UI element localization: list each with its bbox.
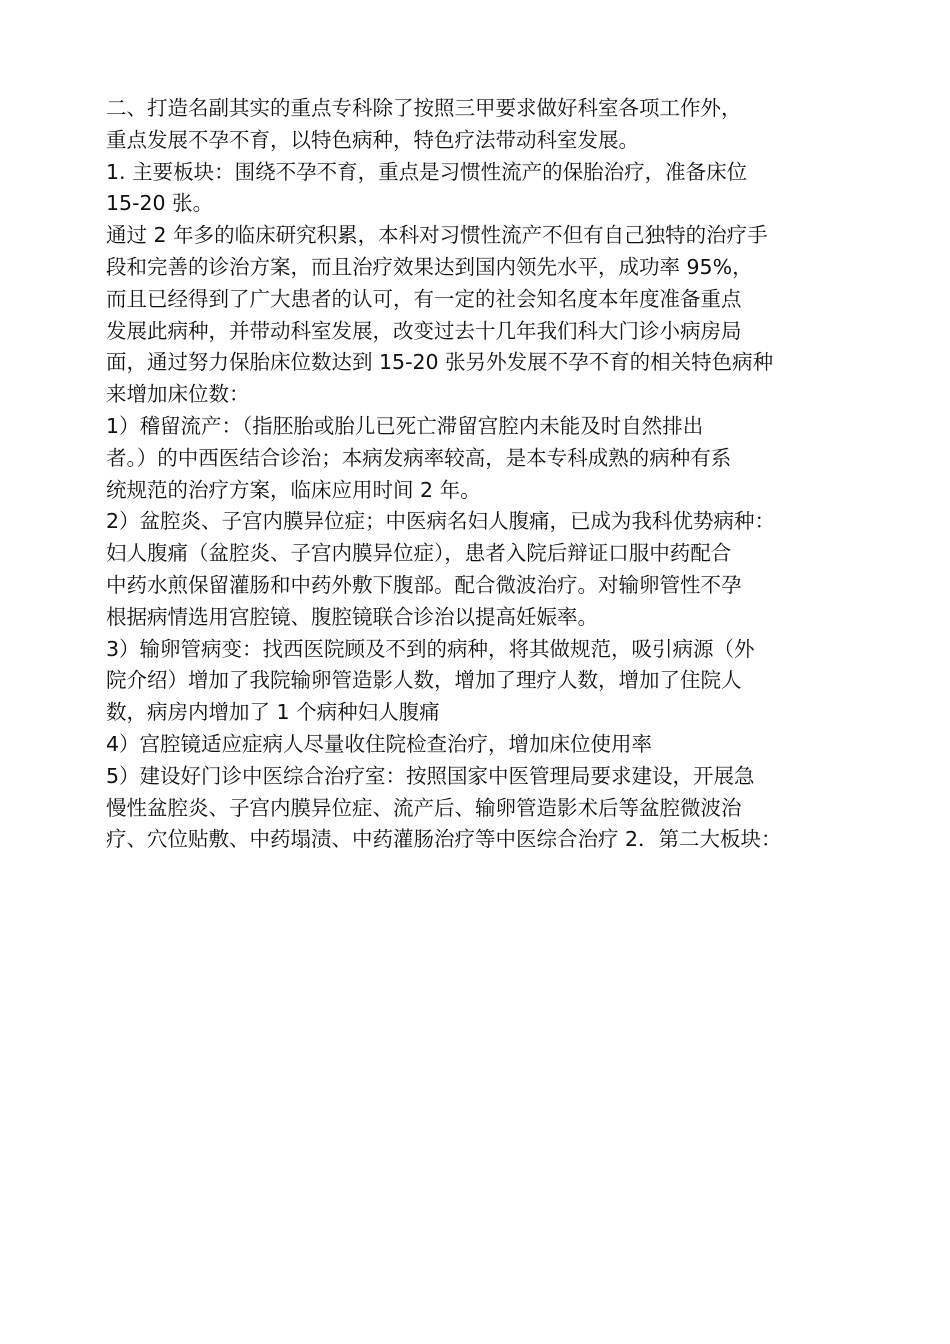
text-line: 慢性盆腔炎、子宫内膜异位症、流产后、输卵管造影术后等盆腔微波治 (106, 795, 742, 820)
text-line: 3）输卵管病变：找西医院顾及不到的病种，将其做规范，吸引病源（外 (106, 636, 755, 661)
text-line: 来增加床位数： (106, 382, 250, 407)
document-body (106, 93, 866, 856)
text-line: 中药水煎保留灌肠和中药外敷下腹部。配合微波治疗。对输卵管性不孕 (106, 572, 742, 597)
text-line: 5）建设好门诊中医综合治疗室：按照国家中医管理局要求建设，开展急 (106, 763, 755, 788)
text-line: 重点发展不孕不育，以特色病种，特色疗法带动科室发展。 (106, 127, 639, 152)
text-line: 院介绍）增加了我院输卵管造影人数，增加了理疗人数，增加了住院人 (106, 668, 742, 693)
text-line: 疗、穴位贴敷、中药塌渍、中药灌肠治疗等中医综合治疗 2．第二大板块： (106, 827, 782, 852)
text-line: 15-20 张。 (106, 191, 214, 216)
text-line: 而且已经得到了广大患者的认可，有一定的社会知名度本年度准备重点 (106, 286, 742, 311)
text-line: 妇人腹痛（盆腔炎、子宫内膜异位症），患者入院后辩证口服中药配合 (106, 541, 732, 566)
text-line: 段和完善的诊治方案，而且治疗效果达到国内领先水平，成功率 95%， (106, 254, 753, 279)
text-line: 4）宫腔镜适应症病人尽量收住院检查治疗，增加床位使用率 (106, 731, 653, 756)
text-line: 根据病情选用宫腔镜、腹腔镜联合诊治以提高妊娠率。 (106, 604, 598, 629)
text-line: 1）稽留流产：（指胚胎或胎儿已死亡滞留宫腔内未能及时自然排出 (106, 413, 704, 438)
text-line: 通过 2 年多的临床研究积累，本科对习惯性流产不但有自己独特的治疗手 (106, 223, 768, 248)
text-line: 发展此病种，并带动科室发展，改变过去十几年我们科大门诊小病房局 (106, 318, 742, 343)
text-line: 者。）的中西医结合诊治；本病发病率较高，是本专科成熟的病种有系 (106, 445, 732, 470)
text-line: 面，通过努力保胎床位数达到 15-20 张另外发展不孕不育的相关特色病种 (106, 350, 774, 375)
text-line: 数，病房内增加了 1 个病种妇人腹痛 (106, 700, 440, 725)
text-line: 2）盆腔炎、子宫内膜异位症；中医病名妇人腹痛，已成为我科优势病种： (106, 509, 776, 534)
text-line: 二、打造名副其实的重点专科除了按照三甲要求做好科室各项工作外， (106, 96, 742, 120)
text-line: 统规范的治疗方案，临床应用时间 2 年。 (106, 477, 481, 502)
text-line: 1. 主要板块：围绕不孕不育，重点是习惯性流产的保胎治疗，准备床位 (106, 159, 748, 184)
